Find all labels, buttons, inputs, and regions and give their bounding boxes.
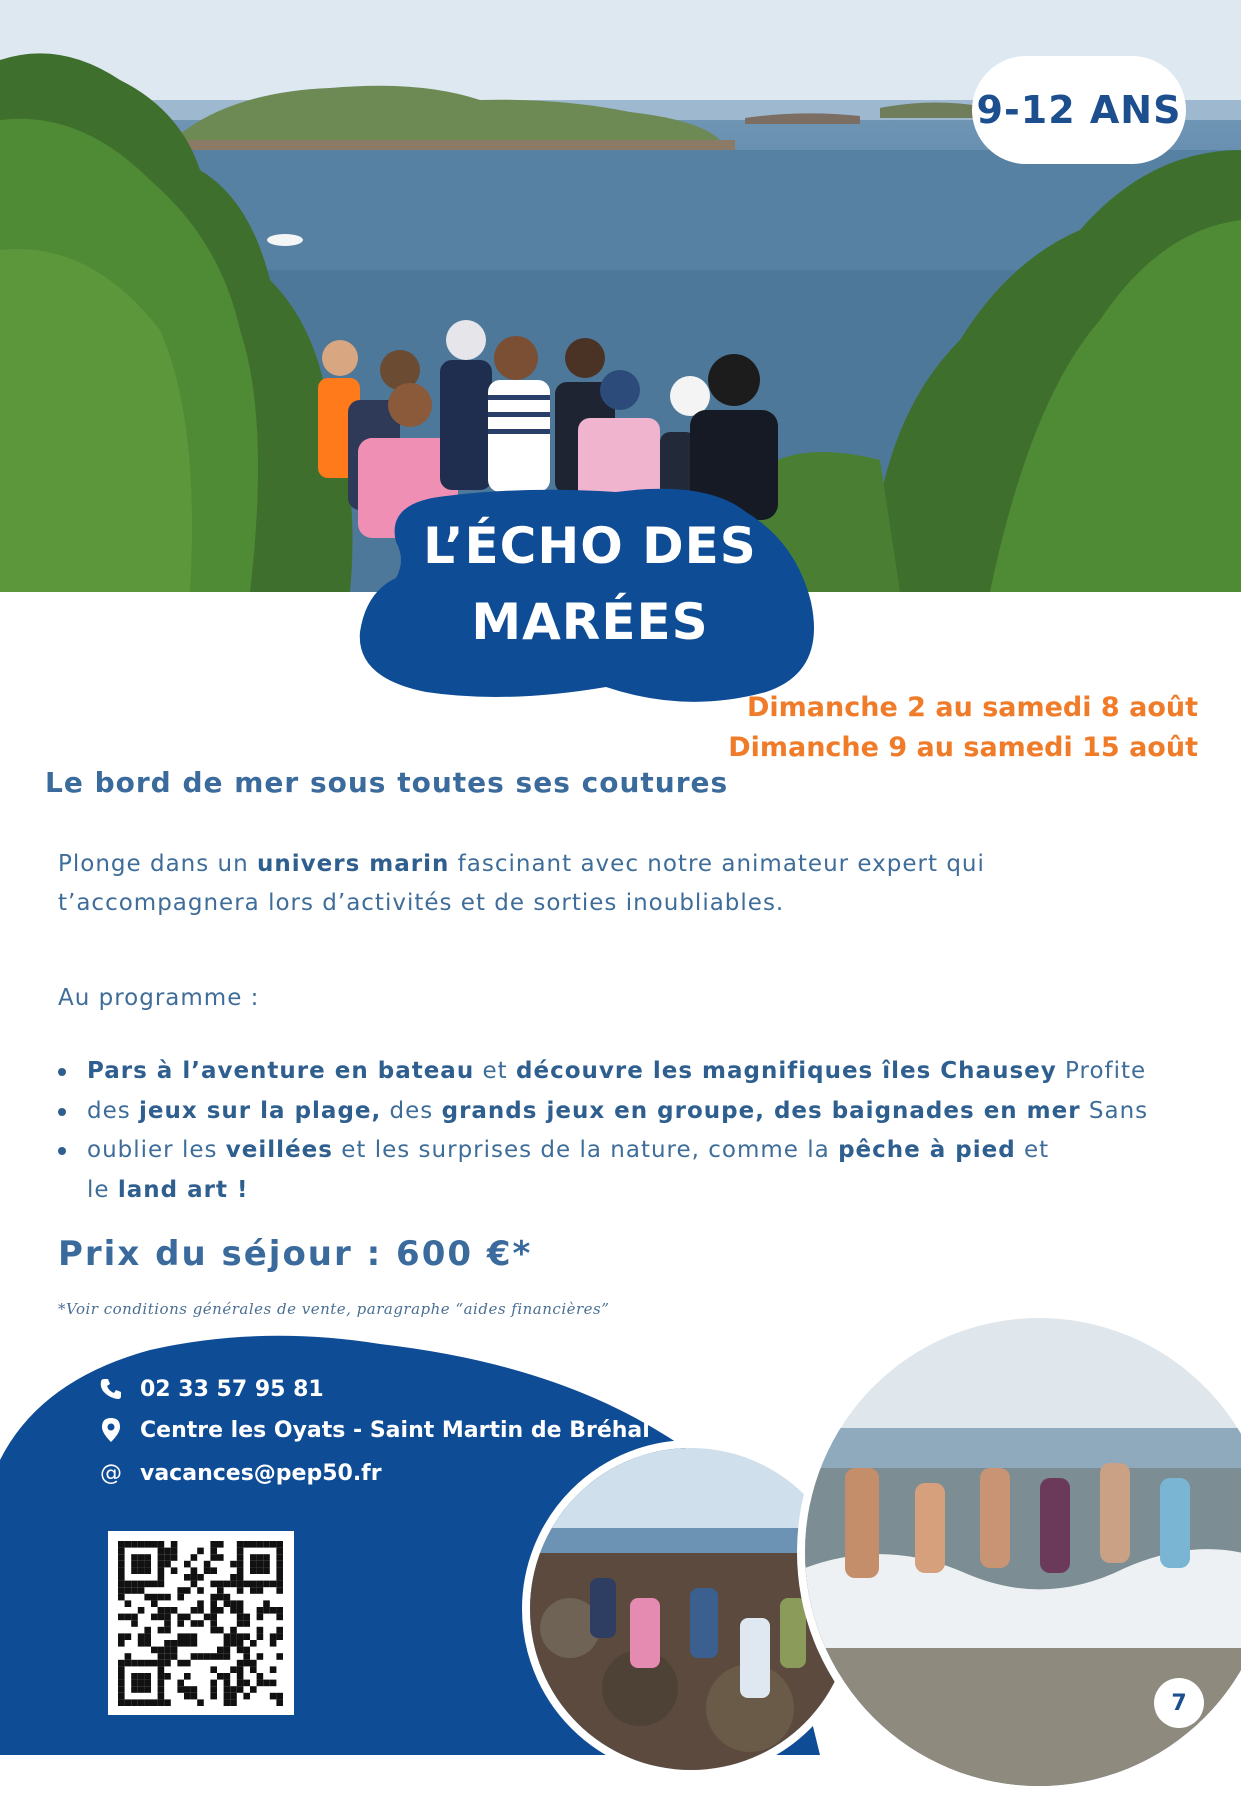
emphasis: pêche à pied xyxy=(838,1137,1016,1163)
qr-code-pattern xyxy=(108,1531,294,1715)
bullet-icon xyxy=(58,1068,66,1076)
text: Profite xyxy=(1056,1058,1147,1084)
text: et xyxy=(474,1058,517,1084)
emphasis: jeux sur la plage, xyxy=(139,1097,382,1124)
intro-line-1 xyxy=(58,845,1098,884)
contact-email[interactable] xyxy=(96,1458,382,1488)
text: oublier les xyxy=(87,1137,226,1163)
intro-line-2: t’accompagnera lors d’activités et de sorties inoubliables. xyxy=(58,890,785,916)
qr-code[interactable] xyxy=(108,1531,294,1715)
title-line-2: MARÉES xyxy=(471,593,709,651)
date-session-1: Dimanche 2 au samedi 8 août xyxy=(746,692,1198,723)
intro-text: Plonge dans un xyxy=(58,851,257,877)
text: le xyxy=(87,1176,118,1203)
price: Prix du séjour : 600 €* xyxy=(58,1234,533,1274)
page-number: 7 xyxy=(1154,1678,1204,1728)
text: Sans xyxy=(1080,1097,1149,1124)
age-badge: 9-12 ANS xyxy=(972,56,1186,164)
list-item xyxy=(58,1131,1158,1171)
location-pin-icon xyxy=(96,1415,126,1445)
program-list xyxy=(58,1052,1158,1210)
contact-phone[interactable] xyxy=(96,1374,324,1404)
contact-address xyxy=(96,1415,650,1445)
list-item-continuation xyxy=(58,1171,1158,1211)
list-item xyxy=(58,1092,1158,1132)
title-line-1: L’ÉCHO DES xyxy=(423,517,757,575)
date-session-2: Dimanche 9 au samedi 15 août xyxy=(728,732,1198,763)
bullet-icon xyxy=(58,1108,66,1116)
footnote: *Voir conditions générales de vente, paragraphe “aides financières” xyxy=(58,1300,610,1318)
page-title xyxy=(400,508,780,660)
text: des xyxy=(87,1097,140,1124)
emphasis: Pars à l’aventure en bateau xyxy=(87,1058,475,1084)
emphasis: découvre les magnifiques îles Chausey xyxy=(516,1058,1057,1084)
text: et les surprises de la nature, comme la xyxy=(332,1137,839,1163)
list-item xyxy=(58,1052,1158,1092)
bullet-icon xyxy=(58,1147,66,1155)
program-label: Au programme : xyxy=(58,985,260,1011)
at-icon: @ xyxy=(100,1460,122,1486)
intro-paragraph xyxy=(58,845,1098,923)
intro-emphasis: univers marin xyxy=(257,851,450,877)
emphasis: grands jeux en groupe, des baignades en mer xyxy=(441,1097,1081,1124)
phone-icon xyxy=(96,1374,126,1404)
address: Centre les Oyats - Saint Martin de Bréhal xyxy=(140,1417,650,1443)
subtitle: Le bord de mer sous toutes ses coutures xyxy=(45,766,729,799)
emphasis: veillées xyxy=(225,1137,333,1163)
emphasis: land art ! xyxy=(117,1176,249,1203)
session-dates xyxy=(728,688,1198,768)
text: des xyxy=(381,1097,442,1124)
text: et xyxy=(1015,1137,1050,1163)
intro-text: fascinant avec notre animateur expert qui xyxy=(449,851,985,877)
phone-number: 02 33 57 95 81 xyxy=(140,1376,324,1402)
email-address: vacances@pep50.fr xyxy=(140,1460,382,1486)
